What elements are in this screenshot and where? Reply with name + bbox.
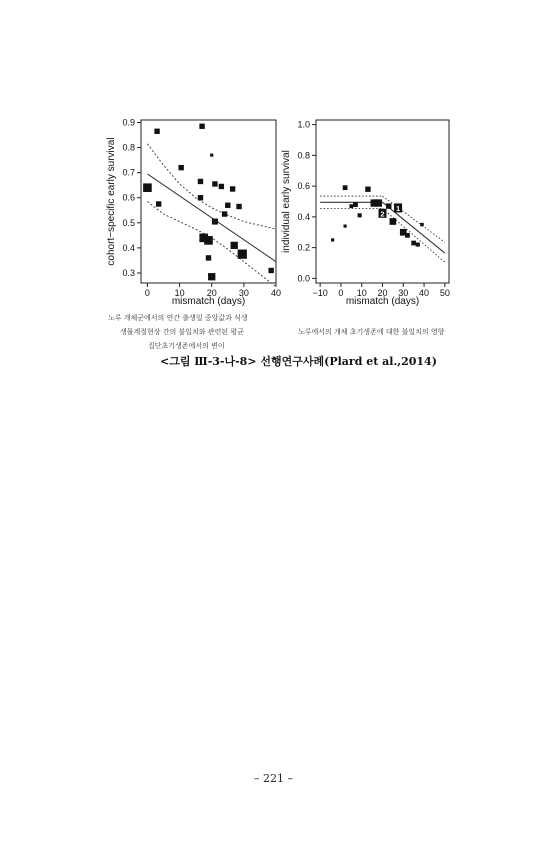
figure-caption: <그림 Ⅲ-3-나-8> 선행연구사례(Plard et al.,2014) (160, 355, 437, 368)
left-data-point (268, 268, 273, 273)
right-data-point (349, 204, 353, 208)
right-y-tick-label: 0.0 (297, 273, 310, 284)
left-data-point (238, 250, 247, 259)
left-y-axis-label: cohort−specific early survival (106, 137, 117, 266)
left-x-tick-label: 40 (270, 288, 282, 298)
left-data-point (143, 183, 152, 192)
left-data-point (212, 181, 217, 186)
right-data-point (365, 186, 370, 191)
left-data-point (210, 154, 213, 157)
right-data-point (420, 223, 423, 226)
left-y-tick-label: 0.7 (122, 167, 135, 178)
right-x-tick-label: 20 (377, 288, 388, 298)
left-data-point (236, 204, 241, 209)
right-x-tick-label: 10 (356, 288, 367, 298)
right-plot-frame (316, 120, 449, 283)
left-y-tick-label: 0.5 (122, 217, 135, 228)
right-x-tick-label: −10 (312, 288, 328, 298)
left-data-point (204, 236, 213, 245)
left-data-point (222, 211, 227, 216)
right-confidence-line (383, 208, 445, 262)
right-data-point (358, 213, 362, 217)
right-x-tick-label: 40 (419, 288, 430, 298)
left-y-tick-label: 0.4 (122, 242, 135, 253)
left-x-tick-label: 30 (238, 288, 249, 298)
right-y-tick-label: 0.6 (297, 181, 310, 192)
caption-right-line1: 노루에서의 개체 초기생존에 대한 불일치의 영향 (298, 328, 445, 336)
left-data-point (230, 186, 235, 191)
right-data-point (386, 203, 391, 208)
right-y-tick-label: 1.0 (297, 119, 310, 130)
right-y-tick-label: 0.8 (297, 150, 310, 161)
left-data-point (225, 203, 230, 208)
left-y-tick-label: 0.9 (122, 117, 135, 128)
right-y-axis-label: individual early survival (281, 150, 292, 253)
left-fit-line (147, 174, 276, 262)
right-x-tick-label: 30 (398, 288, 409, 298)
caption-left-line1: 노루 개체군에서의 연간 출생일 중앙값과 식생 (108, 314, 248, 322)
left-y-tick-label: 0.8 (122, 142, 135, 153)
left-x-tick-label: 0 (144, 288, 150, 298)
right-data-point (375, 199, 382, 206)
right-fit-line (383, 202, 445, 253)
right-data-point (344, 225, 347, 228)
right-x-tick-label: 50 (439, 288, 450, 298)
right-annotation-label: 2 (380, 209, 385, 219)
caption-left-line3: 집단초기생존에서의 변이 (148, 342, 225, 350)
left-data-point (198, 195, 203, 200)
left-data-point (199, 124, 204, 129)
left-data-point (212, 219, 218, 225)
right-y-tick-label: 0.4 (297, 211, 310, 222)
right-data-point (405, 233, 410, 238)
left-data-point (206, 255, 211, 260)
right-data-point (411, 241, 416, 246)
right-data-point (331, 238, 334, 241)
left-y-tick-label: 0.3 (122, 267, 135, 278)
left-x-tick-label: 20 (206, 288, 217, 298)
left-data-point (178, 165, 183, 170)
left-data-point (231, 242, 238, 249)
page-number: – 221 – (254, 772, 293, 785)
left-y-tick-label: 0.6 (122, 192, 135, 203)
left-data-point (154, 129, 159, 134)
right-annotation-label: 1 (396, 203, 401, 213)
right-data-point (343, 185, 348, 190)
left-data-point (208, 273, 215, 280)
right-x-axis-label: mismatch (days) (345, 296, 420, 307)
left-data-point (156, 201, 161, 206)
right-data-point (390, 218, 397, 225)
caption-left-line2: 생물계절현상 간의 불일치와 관련된 평균 (120, 328, 244, 336)
left-data-point (198, 179, 203, 184)
left-x-tick-label: 10 (174, 288, 185, 298)
right-data-point (416, 242, 420, 246)
left-x-axis-label: mismatch (days) (171, 296, 246, 307)
right-data-point (353, 202, 358, 207)
left-data-point (219, 184, 224, 189)
right-y-tick-label: 0.2 (297, 242, 310, 253)
right-x-tick-label: 0 (338, 288, 344, 298)
